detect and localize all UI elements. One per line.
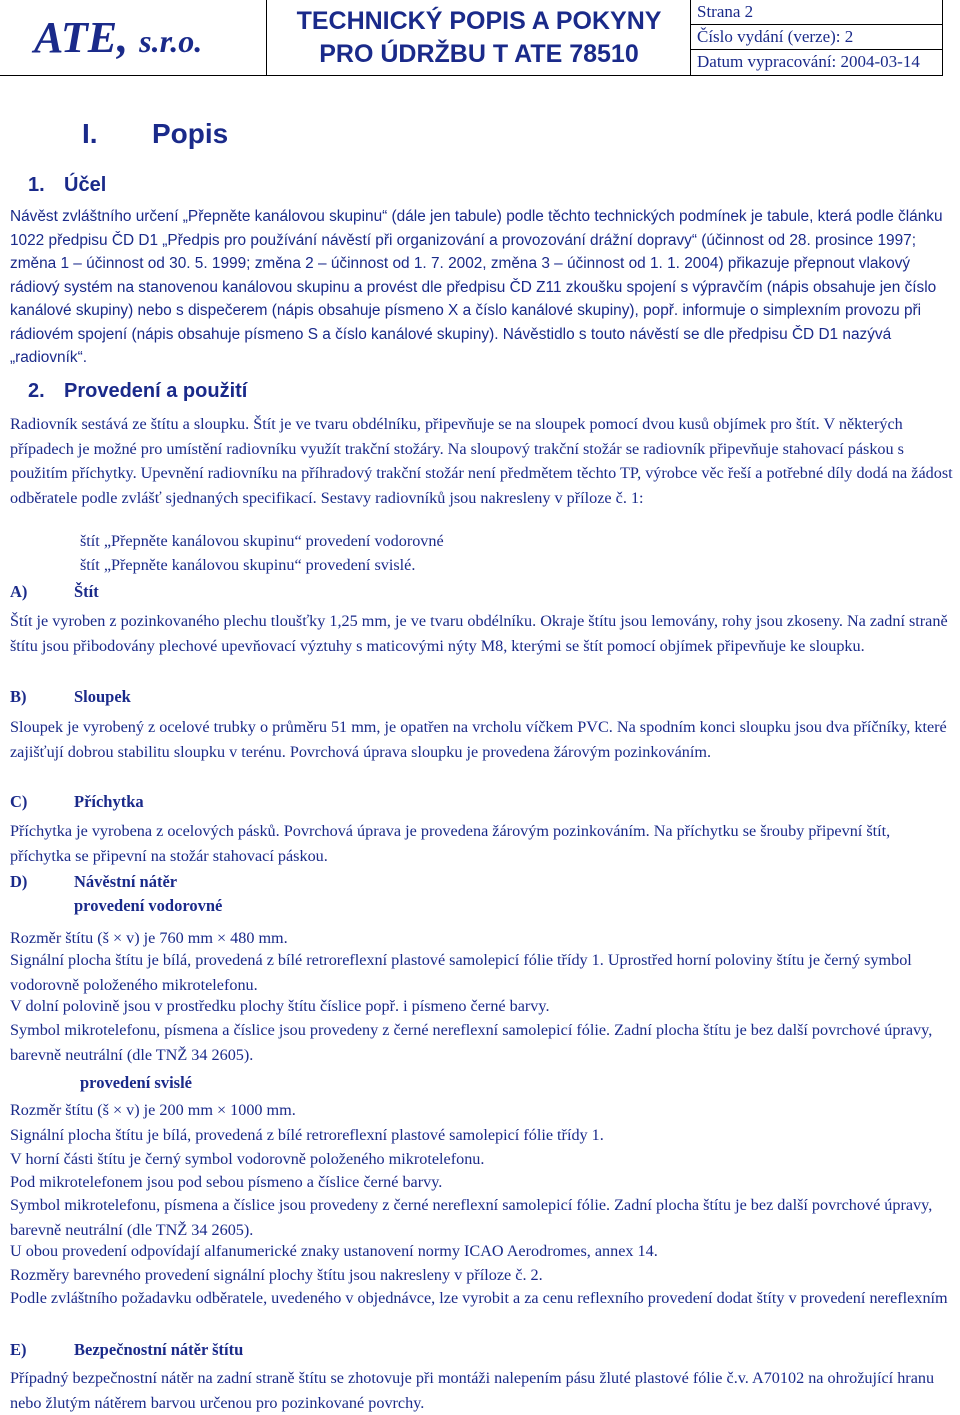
subheading-text: Návěstní nátěr — [74, 872, 178, 891]
subheading-letter: A) — [10, 582, 28, 601]
vertical-text-3: Pod mikrotelefonem jsou pod sebou písmeno a číslice černé barvy. — [10, 1173, 443, 1191]
heading-ucel — [28, 174, 106, 197]
heading-number: 2. — [28, 380, 45, 402]
header-meta — [690, 0, 942, 74]
special-note: Podle zvláštního požadavku odběratele, uvedeného v objednávce, lze vyrobit a za cenu reflexního provedení dodat štíty v provedení nereflexním — [10, 1289, 948, 1307]
heading-text: Účel — [64, 174, 107, 196]
subheading-letter: D) — [10, 872, 28, 891]
paragraph-a: Štít je vyroben z pozinkovaného plechu tloušťky 1,25 mm, je ve tvaru obdélníku. Okraje štítu jsou lemovány, rohy jsou zkoseny. Na zadní straně štítu jsou přibodovány plechové upevňovací výztuhy s maticovými nýty M8, kterými se štít pomocí objímek připevňuje ke sloupku. — [10, 612, 948, 655]
horizontal-text-1: Signální plocha štítu je bílá, provedená z bílé retroreflexní plastové samolepicí fólie třídy 1. Uprostřed horní poloviny štítu je černý symbol vodorovně položeného mikrotelefonu. — [10, 951, 912, 994]
paragraph-provedeni: Radiovník sestává ze štítu a sloupku. Štít je ve tvaru obdélníku, připevňuje se na sloupek pomocí dvou kusů objímek pro štít. V některých případech je možné pro umístění radiovníku využít trakční stožáry. Na sloupový trakční stožár se radiovník připevňuje stahovací páskou s použitím příchytky. Upevnění radiovníku na příhradový trakční stožár není předmětem těchto TP, výrobce věc řeší a potřebné díly dodá na žádost odběratele podle zvlášť sjednaných specifikací. Sestavy radiovníků jsou nakresleny v příloze č. 1: — [10, 415, 953, 507]
company-logo — [34, 12, 202, 63]
title-line-2: PRO ÚDRŽBU T ATE 78510 — [319, 40, 639, 68]
paragraph-e: Případný bezpečnostní nátěr na zadní straně štítu se zhotovuje při montáži nalepením pásu žluté plastové fólie č.v. A70102 na ohrožující hranu nebo žlutým nátěrem barvou určenou pro pozinkované povrchy. — [10, 1369, 935, 1412]
date-prepared: Datum vypracování: 2004-03-14 — [697, 52, 920, 71]
vertical-size: Rozměr štítu (š × v) je 200 mm × 1000 mm. — [10, 1101, 296, 1119]
version-number: Číslo vydání (verze): 2 — [690, 25, 942, 50]
subheading-text: Sloupek — [74, 687, 131, 706]
section-name: Popis — [152, 118, 229, 149]
horizontal-size: Rozměr štítu (š × v) je 760 mm × 480 mm. — [10, 929, 288, 947]
paragraph-c: Příchytka je vyrobena z ocelových pásků. Povrchová úprava je provedena žárovým pozinkováním. Na příchytku se šrouby připevní štít, příchytka se připevní na stožár stahovací páskou. — [10, 822, 891, 865]
subheading-d — [10, 872, 177, 892]
page-number: Strana 2 — [690, 0, 942, 25]
section-number: I. — [82, 118, 98, 149]
header-divider — [266, 0, 267, 75]
subheading-letter: E) — [10, 1340, 27, 1359]
heading-number: 1. — [28, 174, 45, 196]
subheading-e — [10, 1340, 243, 1360]
subheading-b — [10, 687, 131, 707]
subheading-horizontal: provedení vodorovné — [74, 896, 223, 915]
vertical-text-1: Signální plocha štítu je bílá, provedená z bílé retroreflexní plastové samolepicí fólie třídy 1. — [10, 1126, 604, 1144]
vertical-text-4: Symbol mikrotelefonu, písmena a číslice jsou provedeny z černé nereflexní samolepicí fólie. Zadní plocha štítu je bez další povrchové úpravy, barevně neutrální (dle TNŽ 34 2605). — [10, 1196, 933, 1239]
list-item: štít „Přepněte kanálovou skupinu“ provedení vodorovné — [80, 532, 444, 550]
icao-note: U obou provedení odpovídají alfanumerické znaky ustanovení normy ICAO Aerodromes, annex 14. — [10, 1242, 658, 1260]
horizontal-text-2: V dolní polovině jsou v prostředku plochy štítu číslice popř. i písmeno černé barvy. — [10, 997, 550, 1015]
horizontal-text-3: Symbol mikrotelefonu, písmena a číslice jsou provedeny z černé nereflexní samolepicí fólie. Zadní plocha štítu je bez další povrchové úpravy, barevně neutrální (dle TNŽ 34 2605). — [10, 1021, 933, 1064]
subheading-a — [10, 582, 99, 602]
document-header — [0, 0, 943, 76]
heading-provedeni — [28, 380, 247, 403]
subheading-letter: B) — [10, 687, 27, 706]
list-item: štít „Přepněte kanálovou skupinu“ provedení svislé. — [80, 556, 416, 574]
vertical-text-2: V horní části štítu je černý symbol vodorovně položeného mikrotelefonu. — [10, 1150, 485, 1168]
sizes-note: Rozměry barevného provedení signální plochy štítu jsou nakresleny v příloze č. 2. — [10, 1266, 543, 1284]
subheading-letter: C) — [10, 792, 28, 811]
subheading-c — [10, 792, 144, 812]
paragraph-b: Sloupek je vyrobený z ocelové trubky o průměru 51 mm, je opatřen na vrcholu víčkem PVC. Na spodním konci sloupku jsou dva příčníky, které zajišťují dobrou stabilitu sloupku v terénu. Povrchová úprava sloupku je provedena žárovým pozinkováním. — [10, 718, 947, 761]
subheading-vertical: provedení svislé — [80, 1073, 192, 1092]
logo-small: s.r.o. — [139, 23, 203, 59]
document-title — [272, 5, 686, 71]
title-line-1: TECHNICKÝ POPIS A POKYNY — [296, 7, 662, 35]
subheading-text: Bezpečnostní nátěr štítu — [74, 1340, 244, 1359]
section-title — [82, 118, 228, 150]
paragraph-ucel: Návěst zvláštního určení „Přepněte kanálovou skupinu“ (dále jen tabule) podle těchto technických podmínek je tabule, která podle článku 1022 předpisu ČD D1 „Předpis pro používání návěstí při organizování a provozování drážní dopravy“ (účinnost od 28. prosince 1997; změna 1 – účinnost od 30. 5. 1999; změna 2 – účinnost od 1. 7. 2002, změna 3 – účinnost od 1. 1. 2004) přikazuje přepnout vlakový rádiový systém na stanovenou kanálovou skupinu a provést dle předpisu ČD Z11 zkoušku spojení s výpravčím (nápis obsahuje jen číslo kanálové skupiny) nebo s dispečerem (nápis obsahuje písmeno X a číslo kanálové skupiny), popř. informuje o simplexním provozu při rádiovém spojení (nápis obsahuje písmeno S a číslo kanálové skupiny). Návěstidlo s touto návěstí se dle předpisu ČD D1 nazývá „radiovník“. — [10, 208, 943, 366]
logo-main: ATE, — [34, 13, 129, 62]
subheading-text: Příchytka — [74, 792, 144, 811]
subheading-text: Štít — [74, 582, 99, 601]
heading-text: Provedení a použití — [64, 380, 248, 402]
